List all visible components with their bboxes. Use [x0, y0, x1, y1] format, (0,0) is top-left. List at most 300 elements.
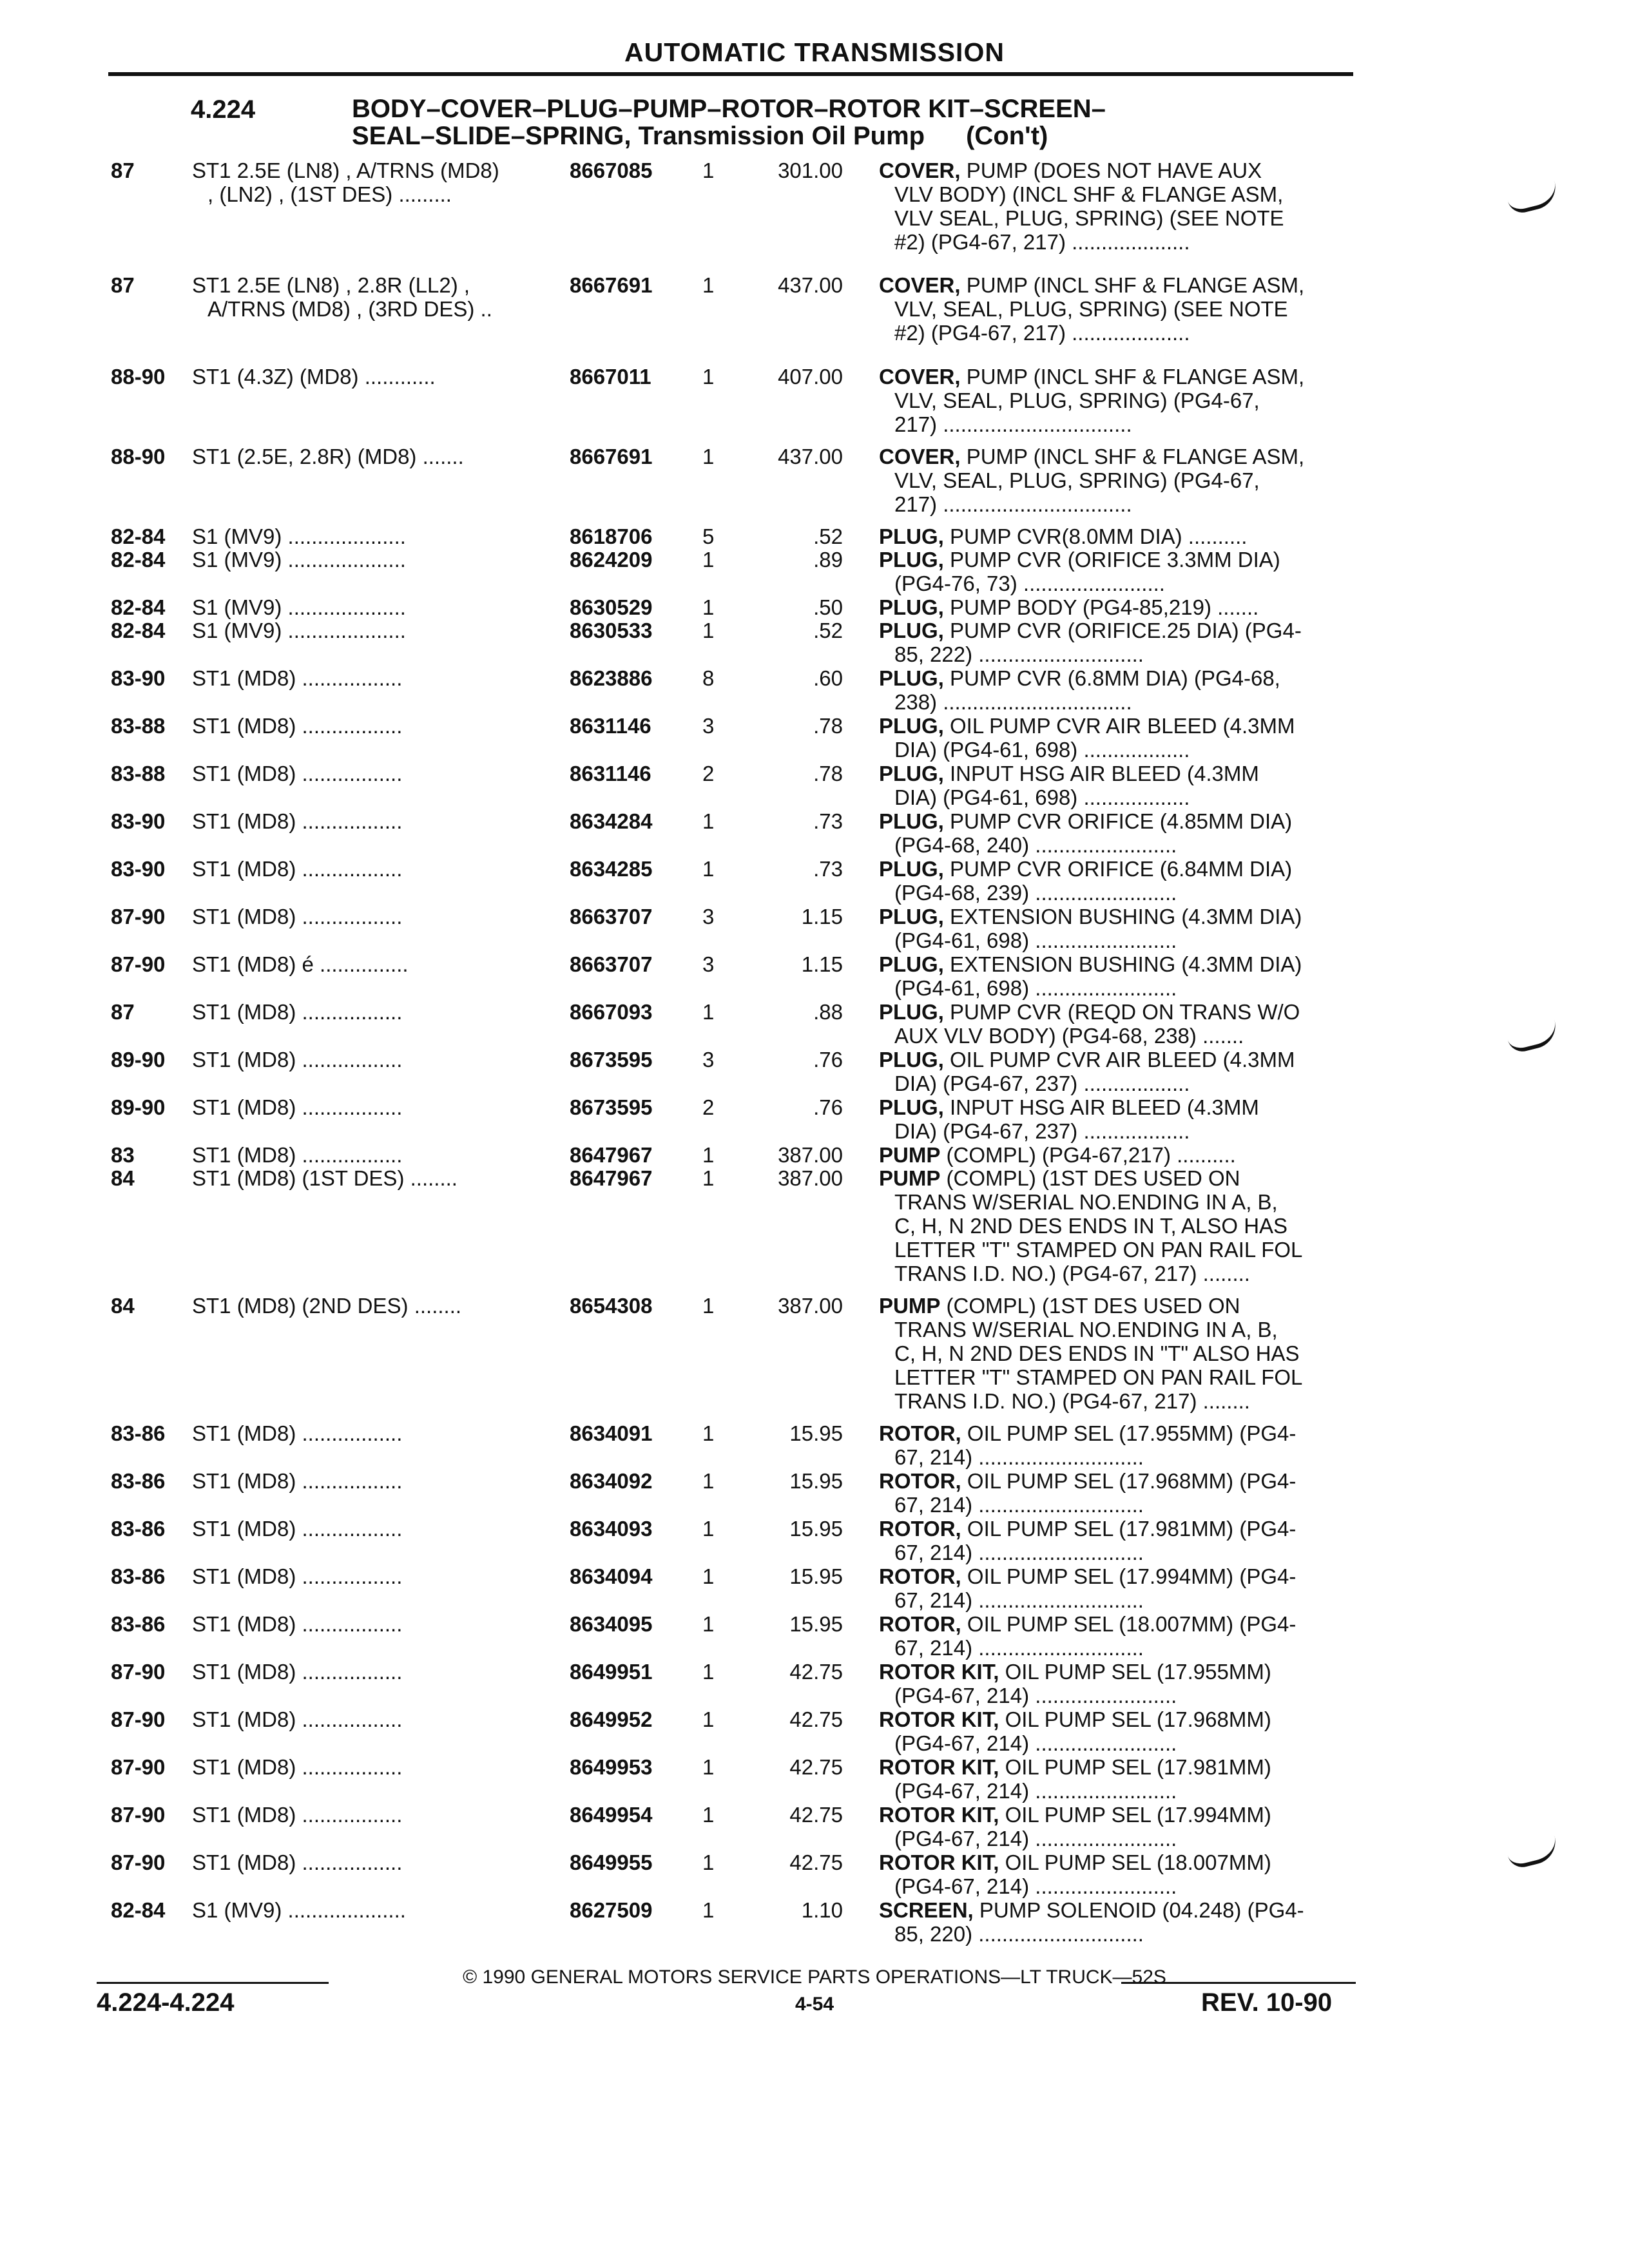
description-text: LETTER "T" STAMPED ON PAN RAIL FOL	[894, 1238, 1303, 1262]
quantity: 8	[702, 666, 715, 690]
part-name: SCREEN,	[879, 1898, 974, 1922]
part-number: 8649952	[570, 1707, 653, 1731]
description-line	[879, 1517, 1296, 1541]
description-line	[879, 1827, 1271, 1850]
description-text: VLV BODY) (INCL SHF & FLANGE ASM,	[894, 182, 1284, 206]
application-line: ST1 (MD8) .................	[192, 666, 403, 690]
section-title-line-1: BODY–COVER–PLUG–PUMP–ROTOR–ROTOR KIT–SCREEN–	[352, 95, 1106, 123]
description-line	[879, 1660, 1271, 1684]
description-line	[879, 412, 1304, 436]
application	[192, 1755, 402, 1779]
description-line	[879, 619, 1302, 642]
part-number: 8663707	[570, 952, 653, 976]
description-text: 238) ................................	[894, 690, 1132, 714]
description-line	[879, 1072, 1295, 1095]
description-line	[879, 666, 1280, 690]
description-line	[879, 1684, 1271, 1707]
part-number: 8634285	[570, 857, 653, 881]
part-number: 8623886	[570, 666, 653, 690]
application	[192, 1803, 402, 1827]
quantity: 1	[702, 1166, 715, 1190]
model-year: 83	[111, 1143, 135, 1167]
application	[192, 595, 406, 619]
model-year: 84	[111, 1294, 135, 1318]
part-name: PLUG,	[879, 1095, 944, 1119]
part-number: 8630529	[570, 595, 653, 619]
model-year: 82-84	[111, 595, 166, 619]
part-number: 8634095	[570, 1612, 653, 1636]
description-line	[879, 1898, 1304, 1922]
part-number: 8647967	[570, 1166, 653, 1190]
description	[879, 1803, 1271, 1850]
application	[192, 1660, 402, 1684]
description-line	[879, 976, 1302, 1000]
application-line: ST1 (MD8) .................	[192, 1517, 403, 1541]
description-text: (PG4-67, 214) ........................	[894, 1684, 1177, 1707]
quantity: 1	[702, 445, 715, 468]
description-text: DIA) (PG4-67, 237) ..................	[894, 1072, 1190, 1095]
price: .73	[813, 857, 843, 881]
description-line	[879, 468, 1304, 492]
description-text: OIL PUMP SEL (17.994MM) (PG4-	[967, 1564, 1296, 1588]
description-text: (PG4-67, 214) ........................	[894, 1731, 1177, 1755]
application-line: ST1 (MD8) .................	[192, 1660, 403, 1684]
application-line: ST1 2.5E (LN8) , A/TRNS (MD8)	[192, 159, 499, 182]
application	[192, 1294, 461, 1318]
description-text: (COMPL) (1ST DES USED ON	[946, 1294, 1240, 1318]
application-line: ST1 (MD8) .................	[192, 857, 403, 881]
application-line: ST1 (MD8) .................	[192, 714, 403, 738]
description-text: LETTER "T" STAMPED ON PAN RAIL FOL	[894, 1365, 1303, 1389]
description-line	[879, 1294, 1302, 1318]
description-text: (PG4-67, 214) ........................	[894, 1779, 1177, 1803]
description-text: (PG4-68, 240) ........................	[894, 833, 1177, 857]
description-text: (COMPL) (1ST DES USED ON	[946, 1166, 1240, 1190]
application	[192, 714, 402, 738]
price: .50	[813, 595, 843, 619]
description-text: C, H, N 2ND DES ENDS IN T, ALSO HAS	[894, 1214, 1288, 1238]
quantity: 2	[702, 762, 715, 785]
part-number: 8634092	[570, 1469, 653, 1493]
part-name: ROTOR,	[879, 1517, 961, 1541]
model-year: 82-84	[111, 524, 166, 548]
description-line	[879, 492, 1304, 516]
model-year: 89-90	[111, 1095, 166, 1119]
price: 15.95	[789, 1612, 843, 1636]
description-line	[879, 1541, 1296, 1564]
page-header: AUTOMATIC TRANSMISSION	[624, 37, 1005, 67]
part-name: ROTOR KIT,	[879, 1707, 999, 1731]
description-line	[879, 1000, 1300, 1024]
application	[192, 445, 464, 468]
description-line	[879, 1389, 1302, 1413]
part-number: 8673595	[570, 1095, 653, 1119]
part-number: 8627509	[570, 1898, 653, 1922]
description	[879, 1048, 1295, 1095]
part-name: COVER,	[879, 159, 961, 182]
description-line	[879, 1731, 1271, 1755]
application-line: ST1 (MD8) .................	[192, 1755, 403, 1779]
description-text: 217) ................................	[894, 412, 1132, 436]
price: .76	[813, 1048, 843, 1072]
application	[192, 857, 402, 881]
description-text: PUMP BODY (PG4-85,219) .......	[950, 595, 1259, 619]
description-text: PUMP CVR (ORIFICE 3.3MM DIA)	[950, 548, 1280, 572]
description-text: PUMP (INCL SHF & FLANGE ASM,	[966, 365, 1305, 389]
part-number: 8667691	[570, 273, 653, 297]
application-line: ST1 (MD8) é ...............	[192, 952, 409, 976]
description	[879, 365, 1304, 436]
part-name: PLUG,	[879, 524, 944, 548]
description-text: OIL PUMP SEL (17.955MM) (PG4-	[967, 1421, 1296, 1445]
part-name: PUMP	[879, 1166, 941, 1190]
application-line: ST1 (MD8) (2ND DES) ........	[192, 1294, 462, 1318]
description	[879, 1612, 1296, 1660]
price: .52	[813, 619, 843, 642]
description	[879, 1166, 1302, 1285]
description-text: PUMP CVR(8.0MM DIA) ..........	[950, 524, 1248, 548]
description	[879, 1755, 1271, 1803]
description	[879, 666, 1280, 714]
application-line: S1 (MV9) ....................	[192, 524, 406, 548]
application-line: ST1 (MD8) .................	[192, 1143, 403, 1167]
description-line	[879, 738, 1295, 762]
description-line	[879, 595, 1258, 619]
description-line	[879, 1318, 1302, 1341]
application-line: ST1 (MD8) .................	[192, 1850, 403, 1874]
description-line	[879, 1214, 1302, 1238]
part-name: PLUG,	[879, 595, 944, 619]
description-text: OIL PUMP SEL (17.994MM)	[1005, 1803, 1271, 1827]
description	[879, 1850, 1271, 1898]
application-line: ST1 (MD8) .................	[192, 809, 403, 833]
description	[879, 548, 1280, 595]
description-line	[879, 1588, 1296, 1612]
description-text: TRANS I.D. NO.) (PG4-67, 217) ........	[894, 1262, 1250, 1285]
application-line: S1 (MV9) ....................	[192, 595, 406, 619]
part-number: 8649951	[570, 1660, 653, 1684]
description-text: 85, 220) ............................	[894, 1922, 1144, 1946]
application-line: ST1 (MD8) .................	[192, 905, 403, 928]
price: 1.15	[801, 952, 843, 976]
application	[192, 524, 406, 548]
application-line: ST1 (MD8) .................	[192, 762, 403, 785]
description	[879, 857, 1292, 905]
description	[879, 762, 1259, 809]
description	[879, 1707, 1271, 1755]
description	[879, 445, 1304, 516]
application-line: S1 (MV9) ....................	[192, 619, 406, 642]
application-line: ST1 (MD8) .................	[192, 1803, 403, 1827]
description-line	[879, 297, 1304, 321]
description-line	[879, 1365, 1302, 1389]
quantity: 1	[702, 1294, 715, 1318]
description-text: PUMP CVR ORIFICE (4.85MM DIA)	[950, 809, 1293, 833]
description	[879, 619, 1302, 666]
application-line: A/TRNS (MD8) , (3RD DES) ..	[207, 297, 492, 321]
application-line: ST1 (MD8) .................	[192, 1469, 403, 1493]
description-line	[879, 524, 1247, 548]
description-text: TRANS W/SERIAL NO.ENDING IN A, B,	[894, 1318, 1278, 1341]
part-number: 8667011	[570, 365, 651, 389]
model-year: 87	[111, 1000, 135, 1024]
description-line	[879, 548, 1280, 572]
description-text: 67, 214) ............................	[894, 1636, 1144, 1660]
price: 42.75	[789, 1850, 843, 1874]
price: .88	[813, 1000, 843, 1024]
application	[192, 1166, 458, 1190]
description-text: VLV, SEAL, PLUG, SPRING) (SEE NOTE	[894, 297, 1288, 321]
description-text: #2) (PG4-67, 217) ....................	[894, 321, 1190, 345]
application	[192, 666, 402, 690]
description-line	[879, 206, 1284, 230]
description-line	[879, 1755, 1271, 1779]
description-line	[879, 1850, 1271, 1874]
application	[192, 1850, 402, 1874]
description-text: OIL PUMP SEL (17.955MM)	[1005, 1660, 1271, 1684]
application-line: ST1 (MD8) .................	[192, 1421, 403, 1445]
description-line	[879, 1341, 1302, 1365]
application-line: ST1 (MD8) .................	[192, 1612, 403, 1636]
description-text: (COMPL) (PG4-67,217) ..........	[946, 1143, 1236, 1167]
description-text: (PG4-61, 698) ........................	[894, 976, 1177, 1000]
model-year: 87-90	[111, 1803, 166, 1827]
description-text: (PG4-76, 73) ........................	[894, 572, 1165, 595]
quantity: 1	[702, 1517, 715, 1541]
description-line	[879, 1612, 1296, 1636]
price: 1.10	[801, 1898, 843, 1922]
description	[879, 1000, 1300, 1048]
part-name: PLUG,	[879, 809, 944, 833]
description-text: OIL PUMP SEL (18.007MM)	[1005, 1850, 1271, 1874]
application	[192, 1095, 402, 1119]
quantity: 1	[702, 548, 715, 572]
description-text: (PG4-67, 214) ........................	[894, 1827, 1177, 1850]
description-line	[879, 1636, 1296, 1660]
description-line	[879, 1048, 1295, 1072]
description-line	[879, 785, 1259, 809]
application-line: ST1 (MD8) .................	[192, 1095, 403, 1119]
description-line	[879, 905, 1302, 928]
description	[879, 1898, 1304, 1946]
part-name: PLUG,	[879, 762, 944, 785]
model-year: 87-90	[111, 1850, 166, 1874]
model-year: 87-90	[111, 905, 166, 928]
description-text: OIL PUMP SEL (17.981MM) (PG4-	[967, 1517, 1296, 1541]
price: 15.95	[789, 1421, 843, 1445]
description-text: 67, 214) ............................	[894, 1588, 1144, 1612]
part-number: 8663707	[570, 905, 653, 928]
price: 387.00	[778, 1294, 843, 1318]
model-year: 83-86	[111, 1421, 166, 1445]
application	[192, 1048, 402, 1072]
part-number: 8667085	[570, 159, 653, 182]
description-text: PUMP CVR (ORIFICE.25 DIA) (PG4-	[950, 619, 1302, 642]
description-line	[879, 321, 1304, 345]
description-line	[879, 762, 1259, 785]
model-year: 87-90	[111, 1755, 166, 1779]
description-line	[879, 1262, 1302, 1285]
quantity: 1	[702, 1755, 715, 1779]
description-text: AUX VLV BODY) (PG4-68, 238) .......	[894, 1024, 1244, 1048]
application	[192, 1469, 402, 1493]
footer-section-range: 4.224-4.224	[97, 1988, 235, 2017]
application-line: ST1 (MD8) .................	[192, 1048, 403, 1072]
description	[879, 1660, 1271, 1707]
description-line	[879, 1143, 1236, 1167]
price: 15.95	[789, 1564, 843, 1588]
part-number: 8618706	[570, 524, 653, 548]
description-line	[879, 1445, 1296, 1469]
application-line: ST1 (MD8) .................	[192, 1707, 403, 1731]
part-name: PLUG,	[879, 1048, 944, 1072]
description-line	[879, 1119, 1259, 1143]
description	[879, 1095, 1259, 1143]
model-year: 83-90	[111, 857, 166, 881]
quantity: 1	[702, 1803, 715, 1827]
description	[879, 1517, 1296, 1564]
model-year: 87-90	[111, 1707, 166, 1731]
price: 437.00	[778, 273, 843, 297]
description-text: PUMP (DOES NOT HAVE AUX	[966, 159, 1262, 182]
quantity: 1	[702, 809, 715, 833]
part-number: 8667093	[570, 1000, 653, 1024]
part-number: 8631146	[570, 714, 651, 738]
description-text: (PG4-68, 239) ........................	[894, 881, 1177, 905]
application-line: S1 (MV9) ....................	[192, 548, 406, 572]
price: .60	[813, 666, 843, 690]
application	[192, 1517, 402, 1541]
part-number: 8647967	[570, 1143, 653, 1167]
model-year: 82-84	[111, 619, 166, 642]
description-text: OIL PUMP CVR AIR BLEED (4.3MM	[950, 714, 1295, 738]
description-line	[879, 389, 1304, 412]
description-line	[879, 1095, 1259, 1119]
model-year: 83-86	[111, 1612, 166, 1636]
model-year: 83-88	[111, 714, 166, 738]
description-text: OIL PUMP CVR AIR BLEED (4.3MM	[950, 1048, 1295, 1072]
quantity: 1	[702, 1000, 715, 1024]
part-name: ROTOR KIT,	[879, 1660, 999, 1684]
part-name: PLUG,	[879, 548, 944, 572]
description	[879, 809, 1292, 857]
part-name: ROTOR,	[879, 1469, 961, 1493]
description-text: VLV, SEAL, PLUG, SPRING) (PG4-67,	[894, 468, 1260, 492]
description	[879, 1143, 1236, 1167]
description-text: 85, 222) ............................	[894, 642, 1144, 666]
application-line: S1 (MV9) ....................	[192, 1898, 406, 1922]
description-line	[879, 1779, 1271, 1803]
description-line	[879, 1874, 1271, 1898]
description	[879, 905, 1302, 952]
description-text: DIA) (PG4-61, 698) ..................	[894, 738, 1190, 762]
model-year: 83-86	[111, 1469, 166, 1493]
price: .89	[813, 548, 843, 572]
part-name: ROTOR KIT,	[879, 1850, 999, 1874]
description-line	[879, 1803, 1271, 1827]
application	[192, 1707, 402, 1731]
price: 387.00	[778, 1166, 843, 1190]
price: .78	[813, 714, 843, 738]
description-text: PUMP (INCL SHF & FLANGE ASM,	[966, 445, 1305, 468]
description-line	[879, 365, 1304, 389]
description-text: C, H, N 2ND DES ENDS IN "T" ALSO HAS	[894, 1341, 1300, 1365]
part-number: 8634091	[570, 1421, 653, 1445]
description	[879, 1421, 1296, 1469]
description-text: INPUT HSG AIR BLEED (4.3MM	[950, 762, 1259, 785]
description-text: DIA) (PG4-67, 237) ..................	[894, 1119, 1190, 1143]
part-number: 8634093	[570, 1517, 653, 1541]
quantity: 1	[702, 595, 715, 619]
price: .76	[813, 1095, 843, 1119]
model-year: 87	[111, 159, 135, 182]
part-number: 8649954	[570, 1803, 653, 1827]
description-text: OIL PUMP SEL (17.981MM)	[1005, 1755, 1271, 1779]
description-text: PUMP SOLENOID (04.248) (PG4-	[979, 1898, 1304, 1922]
description-line	[879, 445, 1304, 468]
model-year: 83-86	[111, 1564, 166, 1588]
footer-page-number: 4-54	[795, 1994, 834, 2015]
description-line	[879, 159, 1284, 182]
description-text: PUMP CVR (6.8MM DIA) (PG4-68,	[950, 666, 1280, 690]
description-text: EXTENSION BUSHING (4.3MM DIA)	[950, 905, 1302, 928]
part-number: 8649953	[570, 1755, 653, 1779]
quantity: 1	[702, 159, 715, 182]
description	[879, 273, 1304, 345]
part-number: 8630533	[570, 619, 653, 642]
price: .52	[813, 524, 843, 548]
price: .73	[813, 809, 843, 833]
description-text: PUMP CVR ORIFICE (6.84MM DIA)	[950, 857, 1293, 881]
application	[192, 1898, 406, 1922]
description-line	[879, 1166, 1302, 1190]
description-text: PUMP (INCL SHF & FLANGE ASM,	[966, 273, 1305, 297]
quantity: 1	[702, 1612, 715, 1636]
price: 15.95	[789, 1517, 843, 1541]
section-title-line-2-text: SEAL–SLIDE–SPRING, Transmission Oil Pump	[352, 122, 925, 150]
part-name: PLUG,	[879, 857, 944, 881]
description-line	[879, 572, 1280, 595]
application	[192, 1421, 402, 1445]
price: .78	[813, 762, 843, 785]
description	[879, 714, 1295, 762]
description-line	[879, 690, 1280, 714]
application	[192, 159, 499, 206]
description-text: 217) ................................	[894, 492, 1132, 516]
application	[192, 1612, 402, 1636]
model-year: 87-90	[111, 1660, 166, 1684]
quantity: 1	[702, 1143, 715, 1167]
model-year: 83-86	[111, 1517, 166, 1541]
description-line	[879, 273, 1304, 297]
description-line	[879, 833, 1292, 857]
part-name: PUMP	[879, 1294, 941, 1318]
description-line	[879, 182, 1284, 206]
description	[879, 595, 1258, 619]
application	[192, 905, 402, 928]
price: 1.15	[801, 905, 843, 928]
part-name: ROTOR KIT,	[879, 1755, 999, 1779]
part-name: PLUG,	[879, 666, 944, 690]
application-line: ST1 2.5E (LN8) , 2.8R (LL2) ,	[192, 273, 470, 297]
quantity: 1	[702, 273, 715, 297]
application-line: ST1 (2.5E, 2.8R) (MD8) .......	[192, 445, 464, 468]
description-text: PUMP CVR (REQD ON TRANS W/O	[950, 1000, 1300, 1024]
description-text: VLV, SEAL, PLUG, SPRING) (PG4-67,	[894, 389, 1260, 412]
quantity: 3	[702, 714, 715, 738]
description-text: OIL PUMP SEL (17.968MM)	[1005, 1707, 1271, 1731]
description-line	[879, 1421, 1296, 1445]
